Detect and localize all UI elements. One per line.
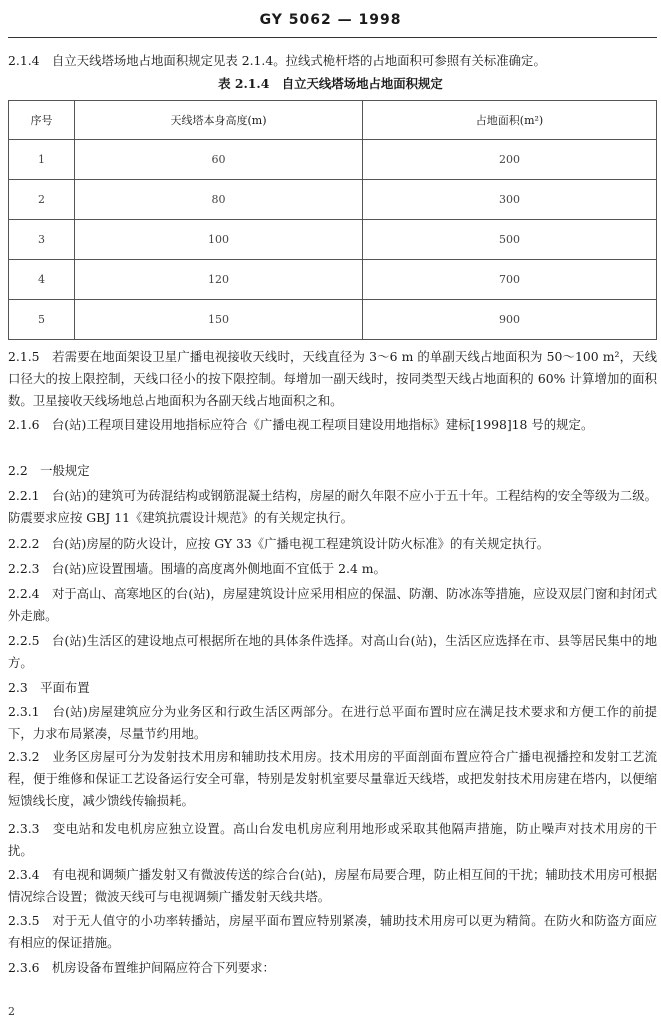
- clause-2-3-2: 2.3.2 业务区房屋可分为发射技术用房和辅助技术用房。技术用房的平面剖面布置应符合广播电视播控和发射工艺流程，便于维修和保证工艺设备运行安全可靠，特别是发射机室要尽量靠近天线塔，或把发射技术用房建在塔内，以便缩短馈线长度，减少馈线传输损耗。: [8, 749, 657, 808]
- table-cell: 300: [363, 180, 657, 220]
- clause-2-1-6: 2.1.6 台(站)工程项目建设用地指标应符合《广播电视工程项目建设用地指标》建标[1998]18 号的规定。: [8, 417, 594, 432]
- table-cell: 150: [75, 300, 363, 340]
- column-header: 序号: [9, 101, 75, 140]
- table-row: [9, 220, 657, 260]
- table-row: [9, 140, 657, 180]
- table-cell: 700: [363, 260, 657, 300]
- table-cell: 900: [363, 300, 657, 340]
- table-cell: 3: [9, 220, 75, 260]
- clause-2-2-1: 2.2.1 台(站)的建筑可为砖混结构或钢筋混凝土结构，房屋的耐久年限不应小于五十年。工程结构的安全等级为二级。防震要求应按 GBJ 11《建筑抗震设计规范》的有关规定执行。: [8, 488, 657, 525]
- table-caption: 表 2.1.4 自立天线塔场地占地面积规定: [218, 76, 443, 91]
- table-cell: 80: [75, 180, 363, 220]
- table-cell: 5: [9, 300, 75, 340]
- column-header: 天线塔本身高度(m): [75, 101, 363, 140]
- clause-2-3-1: 2.3.1 台(站)房屋建筑应分为业务区和行政生活区两部分。在进行总平面布置时应在满足技术要求和方便工作的前提下，力求布局紧凑，尽量节约用地。: [8, 704, 657, 741]
- clause-2-3-5: 2.3.5 对于无人值守的小功率转播站，房屋平面布置应特别紧凑，辅助技术用房可以更为精简。在防火和防盗方面应有相应的保证措施。: [8, 913, 657, 950]
- table-cell: 4: [9, 260, 75, 300]
- clause-2-2-2: 2.2.2 台(站)房屋的防火设计，应按 GY 33《广播电视工程建筑设计防火标准》的有关规定执行。: [8, 536, 550, 551]
- page-number: 2: [8, 1005, 15, 1018]
- section-heading-2-3: 2.3 平面布置: [8, 680, 90, 695]
- clause-2-3-3: 2.3.3 变电站和发电机房应独立设置。高山台发电机房应利用地形或采取其他隔声措施，防止噪声对技术用房的干扰。: [8, 821, 657, 858]
- clause-2-2-5: 2.2.5 台(站)生活区的建设地点可根据所在地的具体条件选择。对高山台(站)，生活区应选择在市、县等居民集中的地方。: [8, 633, 657, 670]
- table-header-row: [9, 101, 657, 140]
- table-cell: 120: [75, 260, 363, 300]
- table-cell: 60: [75, 140, 363, 180]
- table-row: [9, 300, 657, 340]
- section-heading-2-2: 2.2 一般规定: [8, 463, 90, 478]
- table-row: [9, 180, 657, 220]
- column-header: 占地面积(m²): [363, 101, 657, 140]
- clause-2-1-5: 2.1.5 若需要在地面架设卫星广播电视接收天线时，天线直径为 3～6 m 的单副天线占地面积为 50～100 m²，天线口径大的按上限控制，天线口径小的按下限控制。每增加一副天线时，按同类型天线占地面积的 60% 计算增加的面积数。卫星接收天线场地总占地面积为各副天线占地面积之和。: [8, 349, 657, 408]
- table-row: [9, 260, 657, 300]
- table-cell: 2: [9, 180, 75, 220]
- clause-2-3-4: 2.3.4 有电视和调频广播发射又有微波传送的综合台(站)，房屋布局要合理，防止相互间的干扰；辅助技术用房可根据情况综合设置；微波天线可与电视调频广播发射天线共塔。: [8, 867, 657, 904]
- clause-2-2-4: 2.2.4 对于高山、高寒地区的台(站)，房屋建筑设计应采用相应的保温、防潮、防冰冻等措施，应设双层门窗和封闭式外走廊。: [8, 586, 657, 623]
- page-header: GY 5062 — 1998: [259, 12, 402, 28]
- clause-2-2-3: 2.2.3 台(站)应设置围墙。围墙的高度离外侧地面不宜低于 2.4 m。: [8, 561, 386, 576]
- header-rule: [8, 37, 657, 38]
- clause-2-3-6: 2.3.6 机房设备布置维护间隔应符合下列要求：: [8, 960, 275, 975]
- table-cell: 200: [363, 140, 657, 180]
- land-area-table: [8, 100, 657, 340]
- table-cell: 500: [363, 220, 657, 260]
- table-cell: 1: [9, 140, 75, 180]
- table-cell: 100: [75, 220, 363, 260]
- clause-2-1-4: 2.1.4 自立天线塔场地占地面积规定见表 2.1.4。拉线式桅杆塔的占地面积可参照有关标准确定。: [8, 53, 546, 68]
